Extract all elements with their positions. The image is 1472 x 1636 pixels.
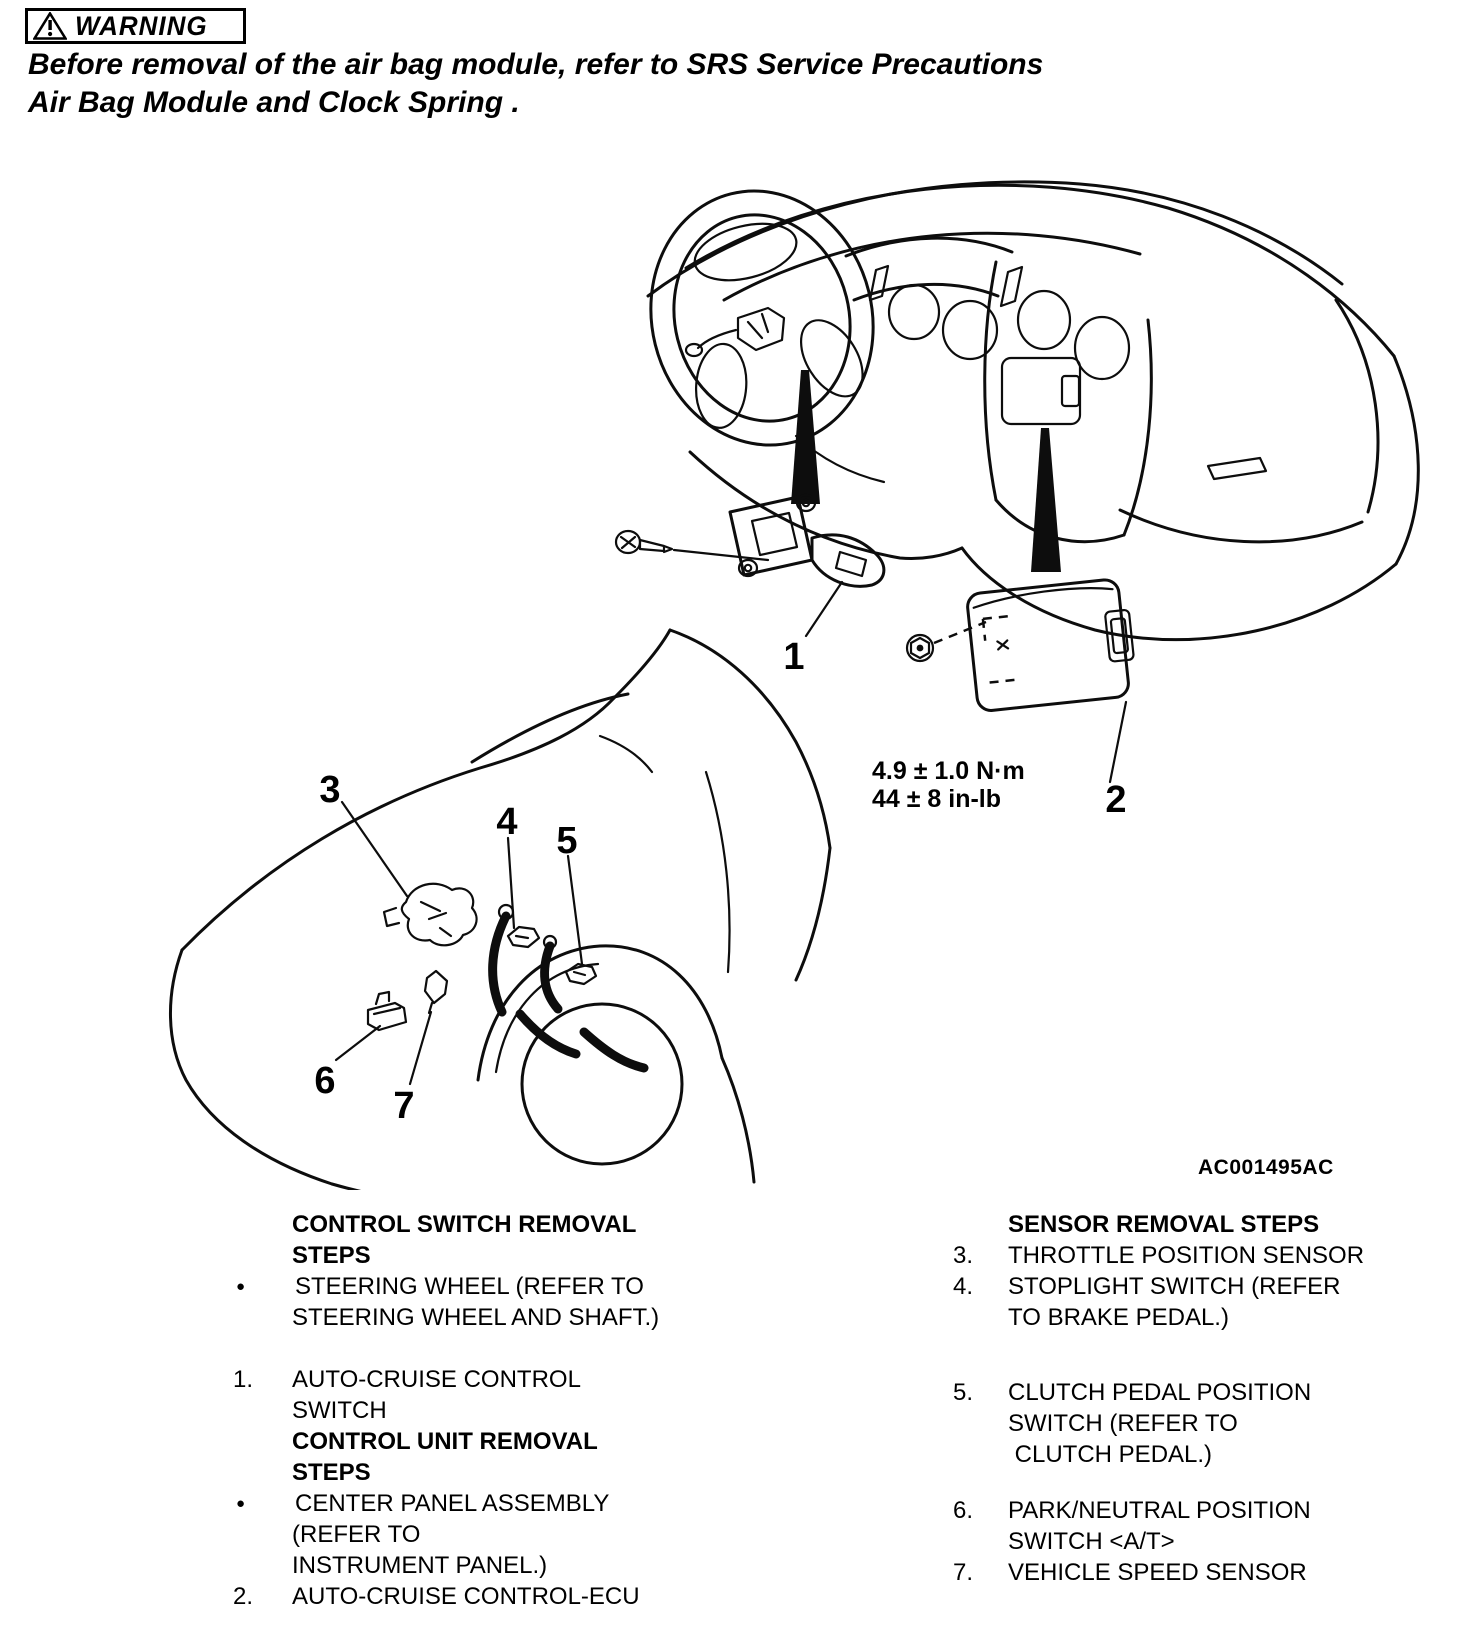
number-marker: 2. xyxy=(233,1583,254,1610)
callout-5: 5 xyxy=(556,820,578,862)
item-text: STOPLIGHT SWITCH (REFER xyxy=(1008,1273,1341,1300)
leader-line xyxy=(336,1026,380,1060)
torque-spec-inlb: 44 ± 8 in-lb xyxy=(872,785,1002,813)
list-item xyxy=(953,1495,1433,1526)
item-text: VEHICLE SPEED SENSOR xyxy=(1008,1559,1307,1586)
list-item xyxy=(233,1302,713,1333)
leader-line xyxy=(1110,702,1126,782)
list-item xyxy=(953,1302,1433,1333)
glovebox-slot xyxy=(1208,458,1266,479)
item-text: AUTO-CRUISE CONTROL-ECU xyxy=(292,1583,640,1610)
air-vent xyxy=(1075,317,1129,379)
vehicle-speed-sensor xyxy=(425,971,447,1013)
front-wheel xyxy=(522,1004,682,1164)
callout-4: 4 xyxy=(496,801,518,843)
callout-2: 2 xyxy=(1105,779,1127,821)
number-marker: 1. xyxy=(233,1366,254,1393)
number-marker: 7. xyxy=(953,1559,974,1586)
ecu-box xyxy=(966,578,1137,712)
number-marker: 4. xyxy=(953,1273,974,1300)
ecu-installed xyxy=(1002,358,1080,424)
steering-wheel xyxy=(624,167,899,469)
list-item xyxy=(233,1364,713,1395)
warning-line-2: Air Bag Module and Clock Spring . xyxy=(28,86,520,119)
list-item xyxy=(233,1581,713,1612)
callout-3: 3 xyxy=(319,769,341,811)
callout-1: 1 xyxy=(783,636,805,678)
list-item xyxy=(953,1408,1433,1439)
list-item xyxy=(233,1550,713,1581)
heading-text: CONTROL UNIT REMOVAL xyxy=(292,1428,598,1455)
screw xyxy=(616,531,672,553)
air-vent xyxy=(1018,291,1070,349)
list-heading xyxy=(233,1457,713,1488)
leader-line xyxy=(410,1012,431,1084)
item-text: CENTER PANEL ASSEMBLY xyxy=(295,1490,610,1517)
warning-line-1: Before removal of the air bag module, refer to SRS Service Precautions xyxy=(28,48,1044,81)
leader-line xyxy=(342,802,407,896)
list-item xyxy=(953,1439,1433,1470)
list-heading xyxy=(233,1209,713,1240)
list-heading xyxy=(233,1240,713,1271)
list-item xyxy=(953,1240,1433,1271)
control-switch-removal-list xyxy=(233,1209,713,1612)
park-neutral-position-switch xyxy=(368,992,406,1030)
item-text: CLUTCH PEDAL.) xyxy=(1008,1441,1213,1468)
leader-line xyxy=(674,550,768,560)
item-text: AUTO-CRUISE CONTROL xyxy=(292,1366,581,1393)
pointer-arrow xyxy=(791,370,820,504)
list-heading xyxy=(953,1209,1433,1240)
list-item xyxy=(233,1519,713,1550)
item-text: INSTRUMENT PANEL.) xyxy=(292,1552,548,1579)
nut xyxy=(907,635,933,661)
item-text: SWITCH xyxy=(292,1397,387,1424)
list-item xyxy=(953,1557,1433,1588)
leader-line xyxy=(934,622,986,643)
list-heading xyxy=(233,1426,713,1457)
heading-text: STEPS xyxy=(292,1459,371,1486)
list-item xyxy=(233,1271,713,1302)
cruise-switch-assembly xyxy=(730,495,884,586)
bullet-marker: ● xyxy=(236,1278,246,1295)
warning-label: WARNING xyxy=(75,10,208,41)
list-item xyxy=(953,1271,1433,1302)
list-item xyxy=(953,1526,1433,1557)
number-marker: 3. xyxy=(953,1242,974,1269)
number-marker: 5. xyxy=(953,1379,974,1406)
list-item xyxy=(953,1377,1433,1408)
heading-text: SENSOR REMOVAL STEPS xyxy=(1008,1211,1320,1238)
callout-7: 7 xyxy=(393,1085,415,1127)
pointer-arrow xyxy=(1031,428,1061,572)
gauge-circle xyxy=(889,285,939,339)
item-text: STEERING WHEEL (REFER TO xyxy=(295,1273,644,1300)
heading-text: CONTROL SWITCH REMOVAL xyxy=(292,1211,637,1238)
item-text: THROTTLE POSITION SENSOR xyxy=(1008,1242,1365,1269)
stoplight-switch xyxy=(508,927,539,947)
figure-code: AC001495AC xyxy=(1198,1156,1334,1179)
item-text: CLUTCH PEDAL POSITION xyxy=(1008,1379,1312,1406)
leader-line xyxy=(806,582,842,636)
bullet-marker: ● xyxy=(236,1495,246,1512)
leader-line xyxy=(568,856,582,964)
throttle-position-sensor xyxy=(384,884,477,946)
torque-spec-nm: 4.9 ± 1.0 N·m xyxy=(872,757,1025,785)
callout-6: 6 xyxy=(314,1060,336,1102)
heading-text: STEPS xyxy=(292,1242,371,1269)
list-item xyxy=(233,1488,713,1519)
item-text: SWITCH (REFER TO xyxy=(1008,1410,1238,1437)
item-text: (REFER TO xyxy=(292,1521,421,1548)
car-illustration xyxy=(170,630,830,1190)
item-text: STEERING WHEEL AND SHAFT.) xyxy=(292,1304,660,1331)
sensor-removal-list xyxy=(953,1209,1433,1588)
list-item xyxy=(233,1395,713,1426)
item-text: PARK/NEUTRAL POSITION xyxy=(1008,1497,1311,1524)
dashboard-illustration xyxy=(616,167,1418,821)
number-marker: 6. xyxy=(953,1497,974,1524)
item-text: SWITCH <A/T> xyxy=(1008,1528,1175,1555)
item-text: TO BRAKE PEDAL.) xyxy=(1008,1304,1229,1331)
